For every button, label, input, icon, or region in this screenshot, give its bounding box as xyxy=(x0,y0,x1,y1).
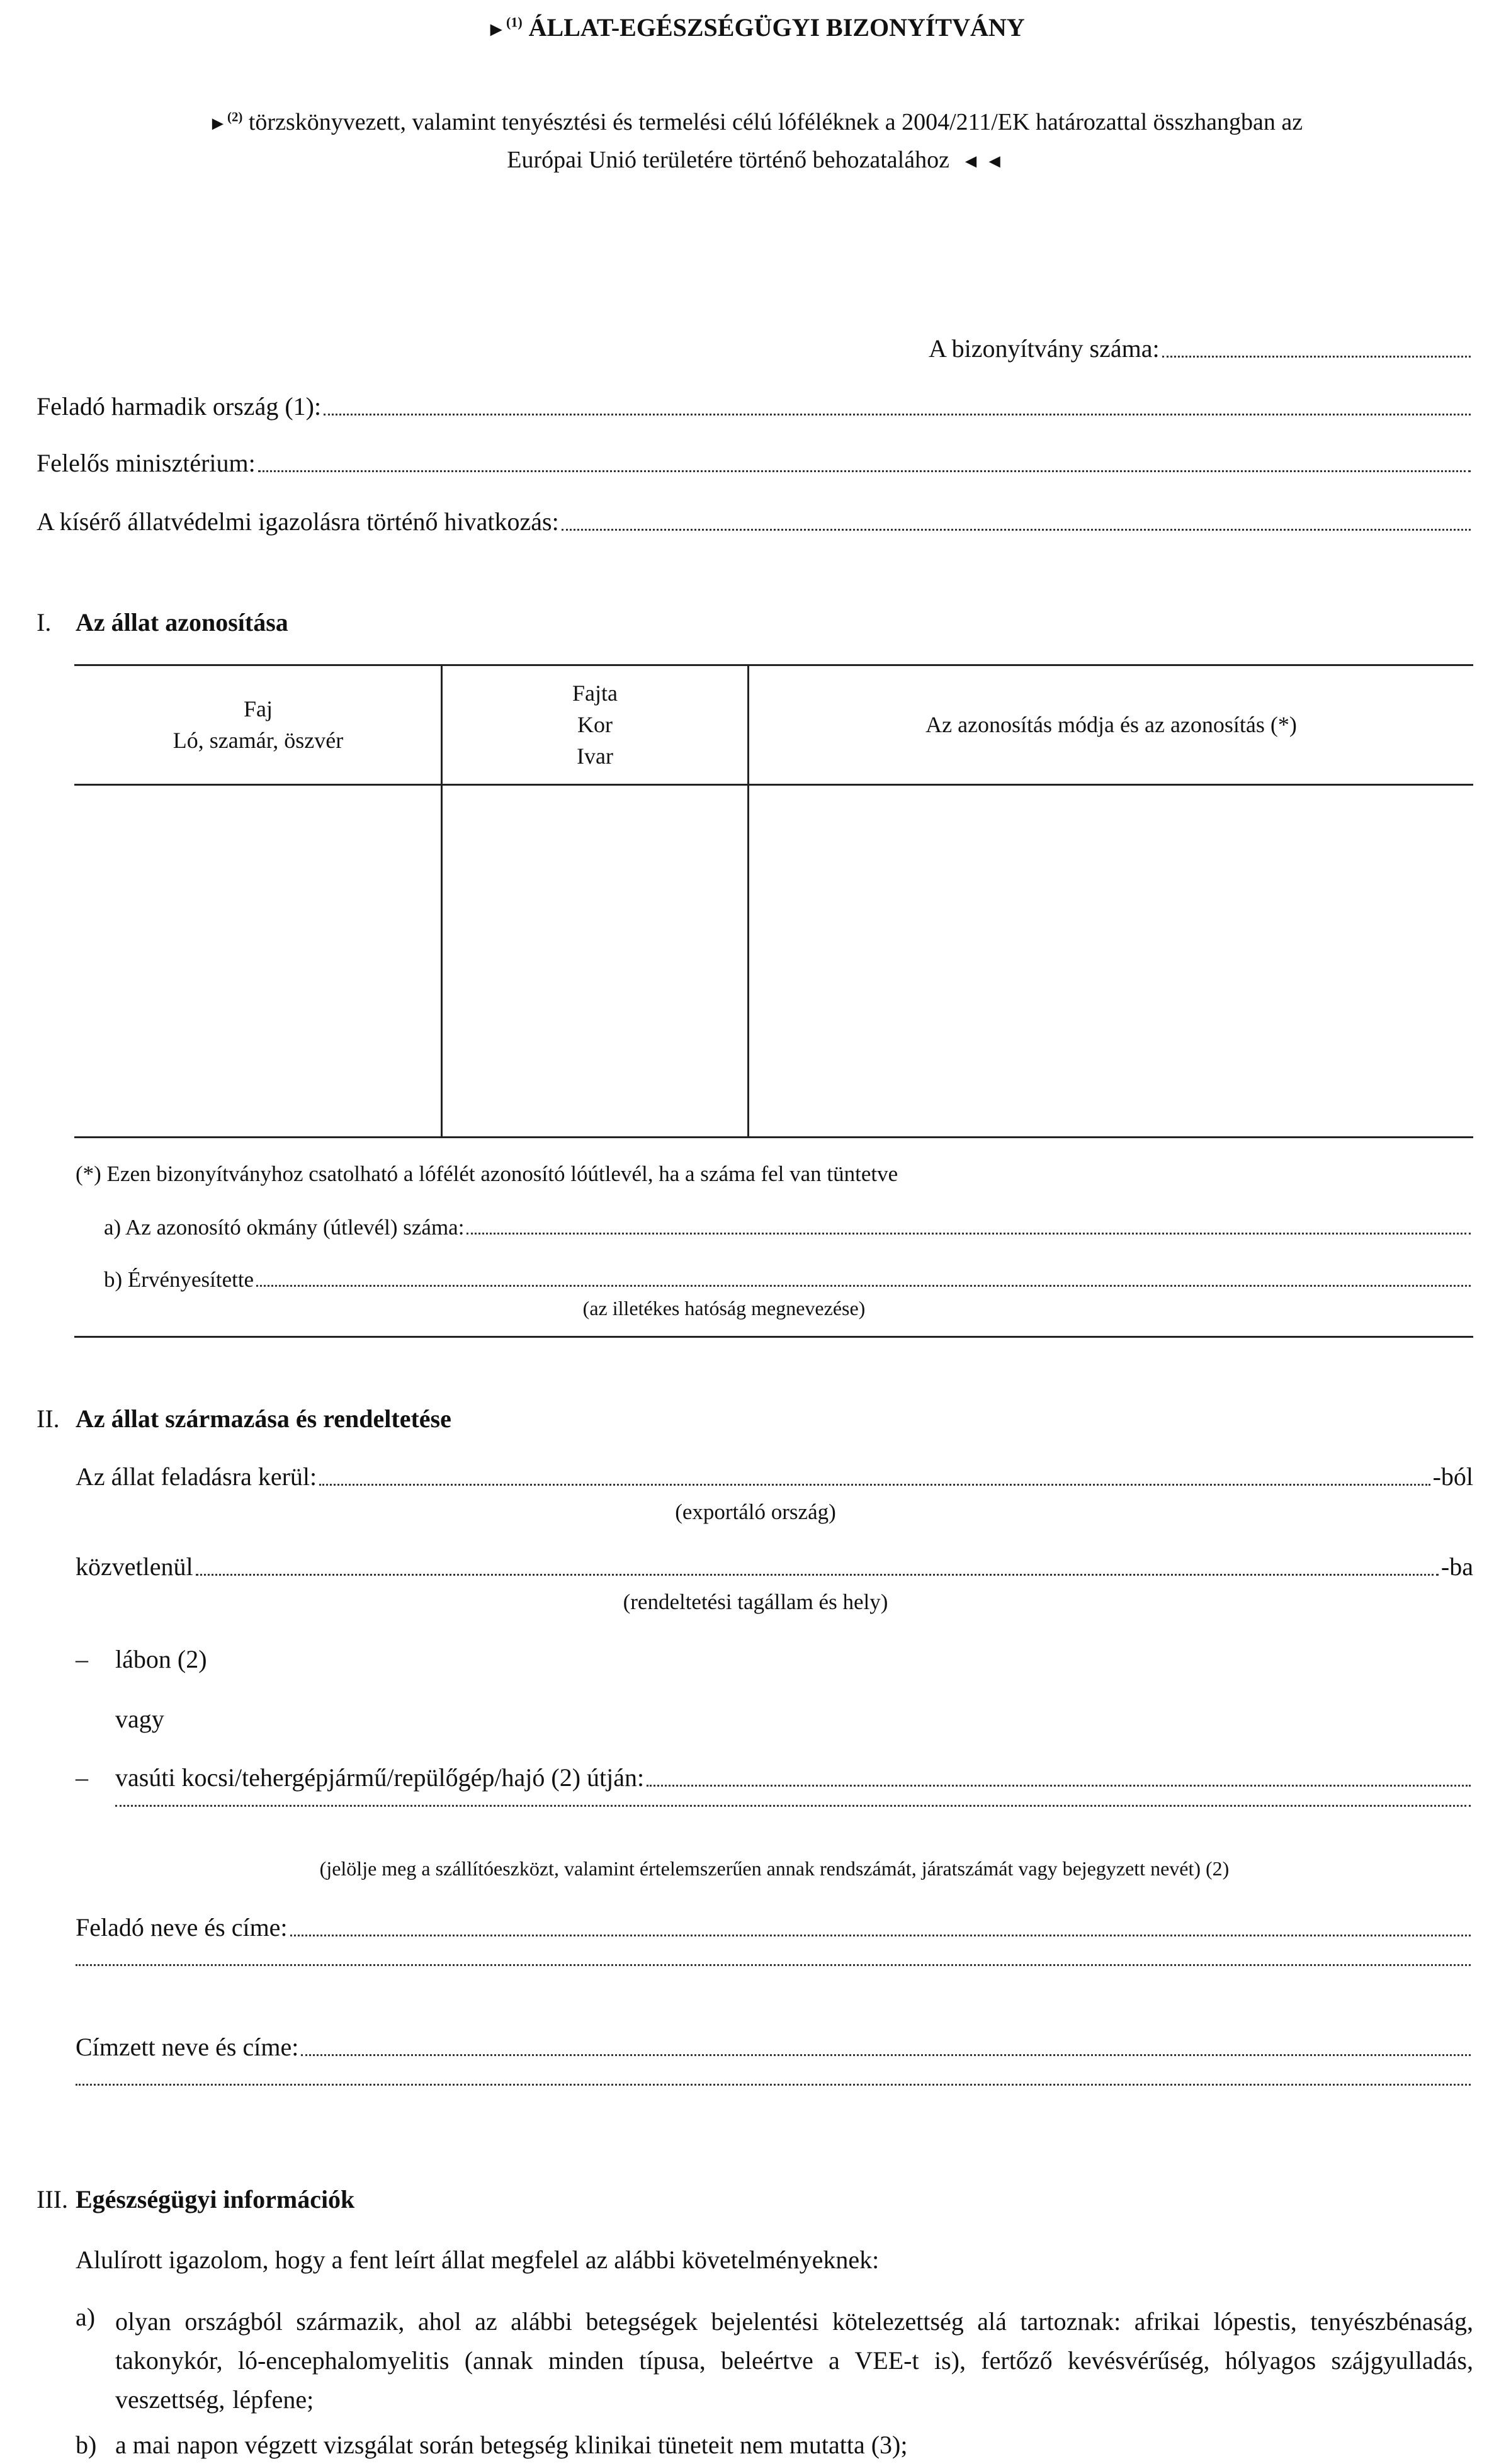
breed-label: Fajta xyxy=(572,681,618,706)
item-b-marker: b) xyxy=(76,2431,97,2459)
item-a-marker: a) xyxy=(76,2303,96,2331)
passport-number-field[interactable] xyxy=(104,1215,1473,1240)
third-country-label: Feladó harmadik ország (1): xyxy=(37,392,322,421)
cell-identification[interactable] xyxy=(749,786,1473,1136)
destination-caption: (rendeltetési tagállam és hely) xyxy=(623,1590,888,1614)
section-2-number: II. xyxy=(37,1404,60,1433)
transport-caption: (jelölje meg a szállítóeszközt, valamint értelemszerűen annak rendszámát, járatszámát vagy bejegyzett nevét) (2) xyxy=(319,1857,1230,1880)
dotted-fill xyxy=(319,1484,1430,1486)
section-3-number: III. xyxy=(37,2185,68,2213)
ministry-field[interactable] xyxy=(37,448,1473,478)
dash-1: – xyxy=(76,1645,88,1673)
sex-label: Ivar xyxy=(577,743,613,769)
sender-field-continued[interactable] xyxy=(76,1964,1473,1972)
dash-2: – xyxy=(76,1763,88,1792)
section-1-bottom-rule xyxy=(74,1336,1473,1338)
dotted-fill xyxy=(115,1805,1471,1807)
certificate-number-label: A bizonyítvány száma: xyxy=(929,334,1160,363)
dotted-fill xyxy=(258,470,1471,472)
triangle-left-icon: ◄ ◄ xyxy=(961,150,1004,172)
dotted-fill xyxy=(467,1233,1471,1235)
direct-label: közvetlenül xyxy=(76,1552,193,1581)
transport-field[interactable] xyxy=(115,1763,1473,1792)
dotted-fill xyxy=(1162,356,1471,358)
section-1-number: I. xyxy=(37,608,52,636)
dotted-fill xyxy=(76,1964,1471,1966)
title-footnote-marker: (1) xyxy=(506,14,523,30)
section-3-title: Egészségügyi információk xyxy=(76,2185,355,2213)
section-1-title: Az állat azonosítása xyxy=(76,608,288,636)
certificate-subtitle xyxy=(0,104,1511,179)
dispatch-country-field[interactable] xyxy=(76,1462,1473,1491)
identification-label: Az azonosítás módja és az azonosítás (*) xyxy=(925,712,1297,737)
authority-caption: (az illetékes hatóság megnevezése) xyxy=(582,1297,866,1320)
section-2-title: Az állat származása és rendeltetése xyxy=(76,1404,451,1433)
dotted-fill xyxy=(562,529,1471,531)
direct-suffix: -ba xyxy=(1440,1552,1473,1581)
transport-label: vasúti kocsi/tehergépjármű/repülőgép/hajó (2) útján: xyxy=(115,1763,645,1792)
exporting-country-caption: (exportáló ország) xyxy=(675,1500,836,1524)
dotted-fill xyxy=(76,2084,1471,2086)
dotted-fill xyxy=(290,1935,1471,1936)
item-a-text: olyan országból származik, ahol az alábbi betegségek bejelentési kötelezettség alá tartoznak: afrikai lópestis, tenyészbénaság, takonykór, ló-encephalomyelitis (annak minden típusa, beleértve a VEE-t is), fertőző kevésvérűség, hólyagos szájgyulladás, veszettség, lépfene; xyxy=(115,2307,1473,2414)
on-foot-option[interactable]: lábon (2) xyxy=(115,1645,207,1673)
certificate-number-field[interactable] xyxy=(929,334,1473,363)
sender-label: Feladó neve és címe: xyxy=(76,1913,288,1941)
welfare-reference-label: A kísérő állatvédelmi igazolásra történő hivatkozás: xyxy=(37,507,559,536)
validated-by-label: b) Érvényesítette xyxy=(104,1267,254,1292)
cell-species[interactable] xyxy=(76,786,441,1136)
age-label: Kor xyxy=(577,712,613,737)
third-country-field[interactable] xyxy=(37,392,1473,421)
species-values: Ló, szamár, öszvér xyxy=(173,728,344,753)
dotted-fill xyxy=(196,1574,1439,1576)
dotted-fill xyxy=(647,1785,1471,1787)
table-header-breed xyxy=(443,666,747,783)
dotted-fill xyxy=(324,414,1471,415)
certificate-title xyxy=(0,13,1511,42)
table-header-species xyxy=(76,666,441,783)
destination-field[interactable] xyxy=(76,1552,1473,1581)
dotted-fill xyxy=(256,1285,1471,1287)
dispatch-label: Az állat feladásra kerül: xyxy=(76,1462,317,1491)
triangle-right-icon: ► xyxy=(208,113,228,134)
table-bottom-rule xyxy=(74,1136,1473,1138)
dotted-fill xyxy=(301,2054,1471,2056)
recipient-field-continued[interactable] xyxy=(76,2084,1473,2091)
subtitle-footnote-marker: (2) xyxy=(227,109,243,125)
subtitle-line-1: törzskönyvezett, valamint tenyésztési és termelési célú lóféléknek a 2004/211/EK határozattal összhangban az xyxy=(248,109,1303,135)
ministry-label: Felelős minisztérium: xyxy=(37,449,256,477)
recipient-label: Címzett neve és címe: xyxy=(76,2033,299,2061)
sender-field[interactable] xyxy=(76,1913,1473,1942)
transport-field-continued[interactable] xyxy=(115,1805,1473,1812)
passport-number-label: a) Az azonosító okmány (útlevél) száma: xyxy=(104,1215,465,1240)
triangle-right-icon: ► xyxy=(486,18,506,40)
table-header-identification xyxy=(749,666,1473,783)
dispatch-suffix: -ból xyxy=(1432,1462,1473,1491)
passport-note: (*) Ezen bizonyítványhoz csatolható a lófélét azonosító lóútlevél, ha a száma fel van tüntetve xyxy=(76,1161,898,1186)
recipient-field[interactable] xyxy=(76,2032,1473,2062)
item-b-text: a mai napon végzett vizsgálat során betegség klinikai tüneteit nem mutatta (3); xyxy=(115,2431,908,2459)
title-text: ÁLLAT-EGÉSZSÉGÜGYI BIZONYÍTVÁNY xyxy=(528,13,1025,42)
welfare-reference-field[interactable] xyxy=(37,507,1473,536)
or-text: vagy xyxy=(115,1705,164,1733)
subtitle-line-2: Európai Unió területére történő behozatalához xyxy=(507,147,949,173)
cell-breed-age-sex[interactable] xyxy=(443,786,747,1136)
validated-by-field[interactable] xyxy=(104,1267,1473,1292)
health-intro: Alulírott igazolom, hogy a fent leírt állat megfelel az alábbi követelményeknek: xyxy=(76,2246,880,2274)
species-label: Faj xyxy=(243,696,273,721)
